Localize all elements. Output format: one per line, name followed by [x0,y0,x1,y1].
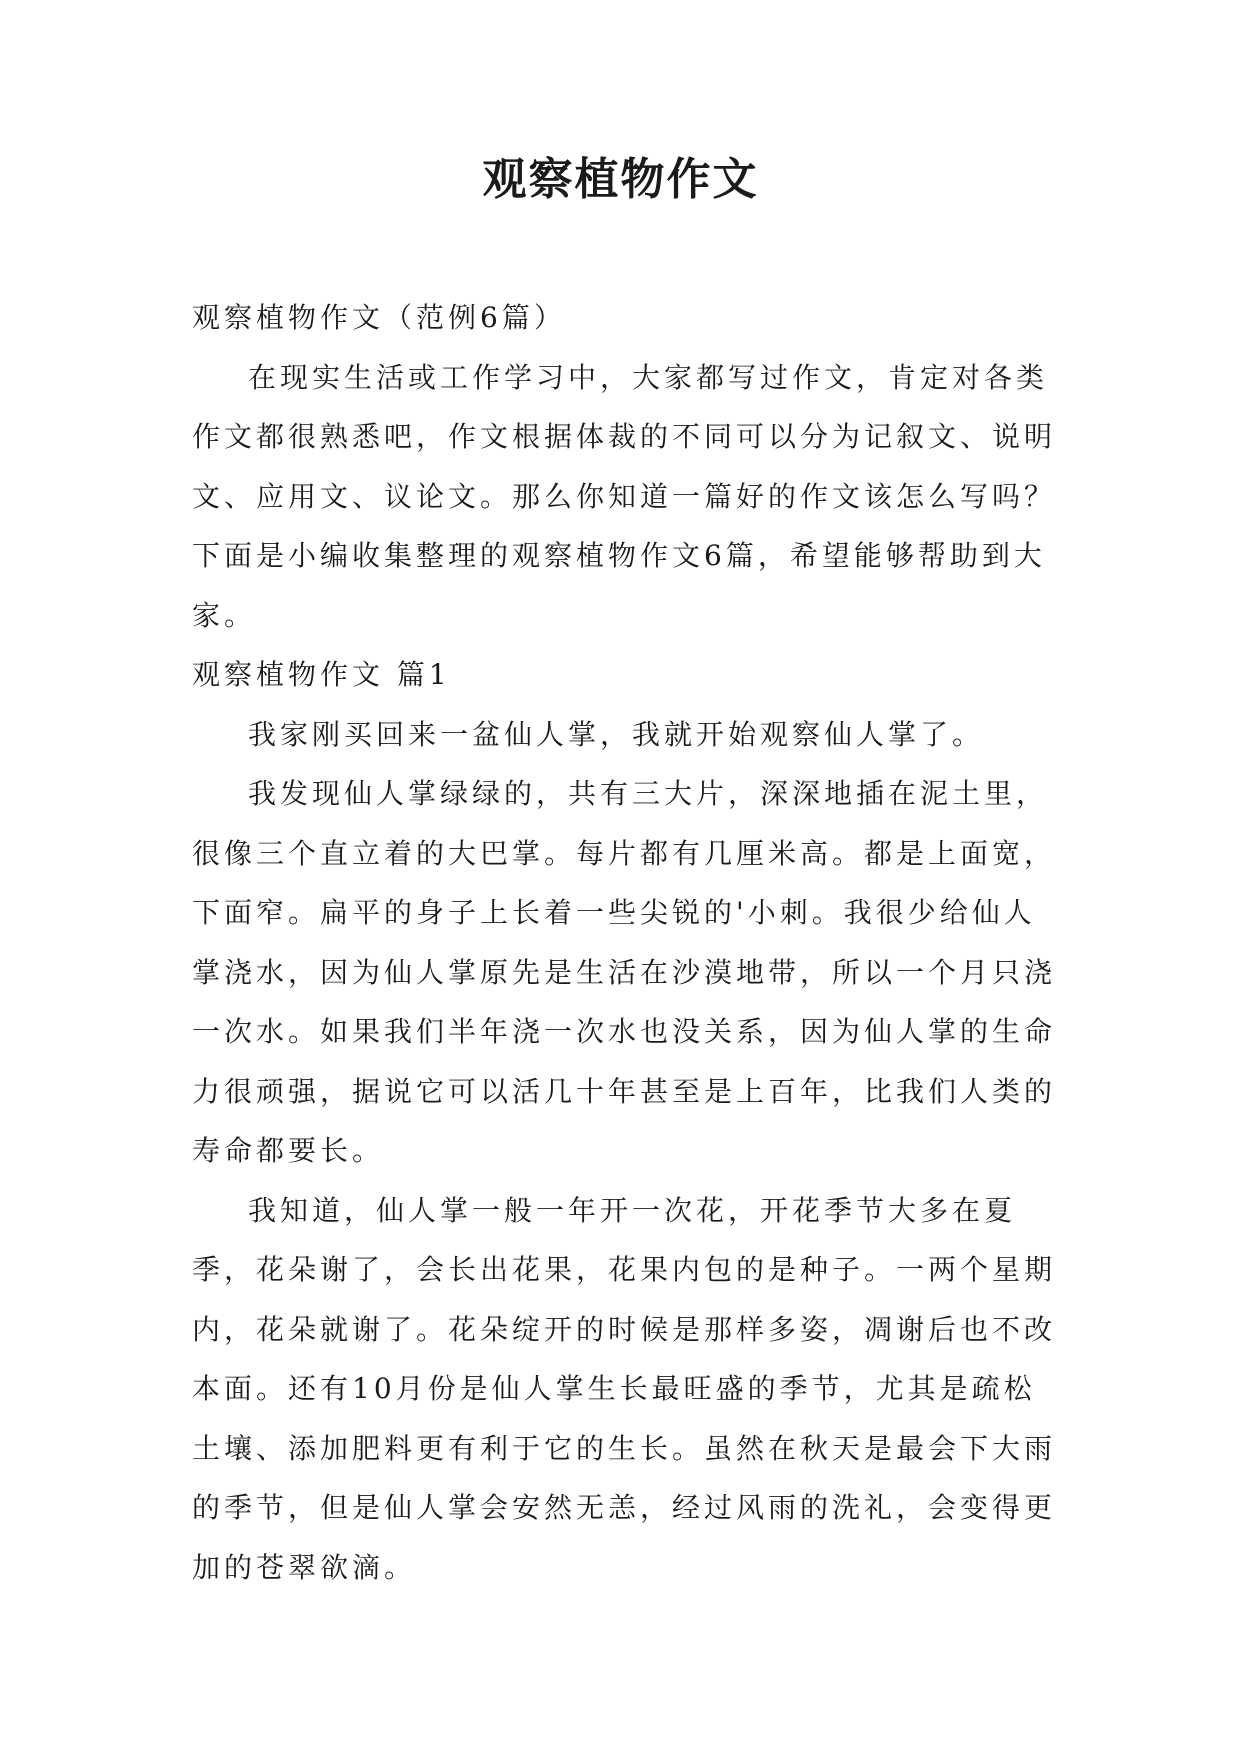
body-paragraph: 我知道，仙人掌一般一年开一次花，开花季节大多在夏季，花朵谢了，会长出花果，花果内包的是种子。一两个星期内，花朵就谢了。花朵绽开的时候是那样多姿，凋谢后也不改本面。还有10月份是仙人掌生长最旺盛的季节，尤其是疏松土壤、添加肥料更有利于它的生长。虽然在秋天是最会下大雨的季节，但是仙人掌会安然无恙，经过风雨的洗礼，会变得更加的苍翠欲滴。 [192,1193,1057,1584]
document-body [192,288,1062,1597]
body-paragraph: 我发现仙人掌绿绿的，共有三大片，深深地插在泥土里，很像三个直立着的大巴掌。每片都有几厘米高。都是上面宽，下面窄。扁平的身子上长着一些尖锐的'小刺。我很少给仙人掌浇水，因为仙人掌原先是生活在沙漠地带，所以一个月只浇一次水。如果我们半年浇一次水也没关系，因为仙人掌的生命力很顽强，据说它可以活几十年甚至是上百年，比我们人类的寿命都要长。 [192,777,1057,1167]
document-title: 观察植物作文 [482,154,759,205]
body-paragraph: 我家刚买回来一盆仙人掌，我就开始观察仙人掌了。 [248,717,985,751]
intro-paragraph: 在现实生活或工作学习中，大家都写过作文，肯定对各类作文都很熟悉吧，作文根据体裁的不同可以分为记叙文、说明文、应用文、议论文。那么你知道一篇好的作文该怎么写吗？下面是小编收集整理的观察植物作文6篇，希望能够帮助到大家。 [192,360,1057,632]
document-subtitle: 观察植物作文（范例6篇） [192,301,566,334]
section-heading: 观察植物作文 篇1 [192,658,451,691]
